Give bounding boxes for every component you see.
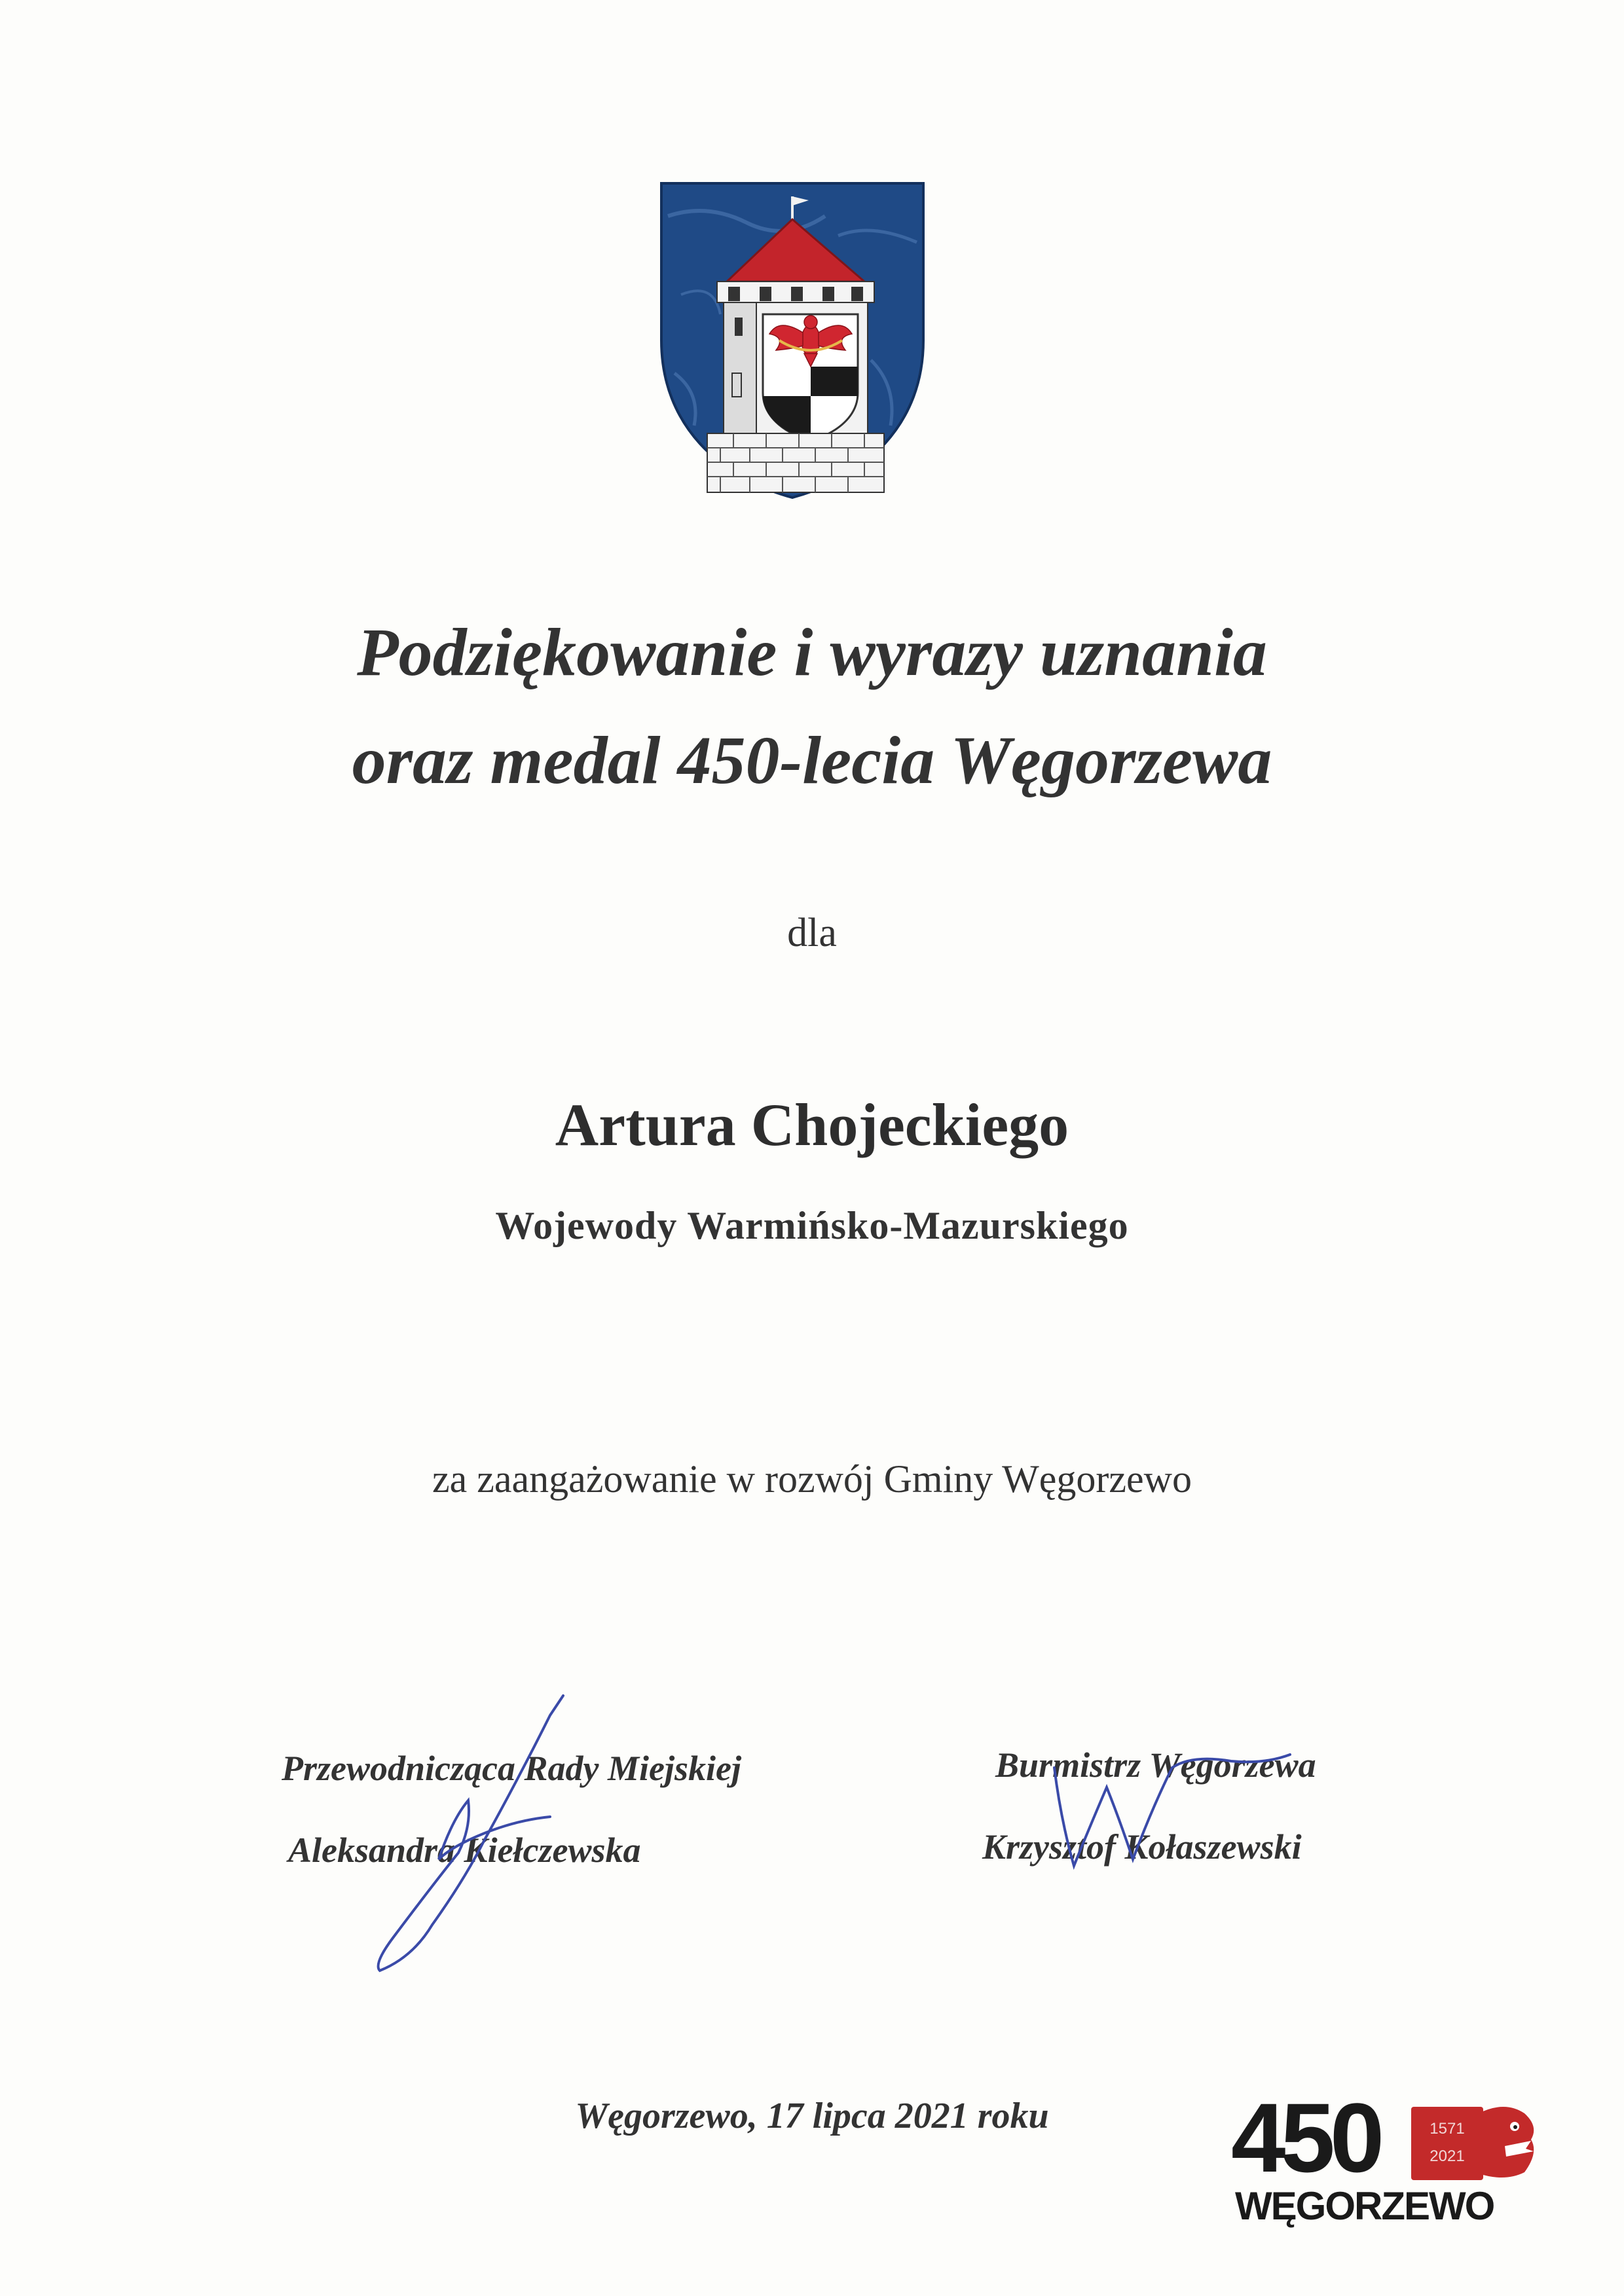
- right-signatory-name: Krzysztof Kołaszewski: [982, 1827, 1302, 1867]
- logo-town-name: WĘGORZEWO: [1235, 2184, 1494, 2228]
- left-signatory-title: Przewodnicząca Rady Miejskiej: [282, 1749, 741, 1788]
- certificate-title-line-2: oraz medal 450-lecia Węgorzewa: [352, 723, 1272, 798]
- recipient-role: Wojewody Warmińsko-Mazurskiego: [495, 1204, 1129, 1247]
- date-and-place: Węgorzewo, 17 lipca 2021 roku: [575, 2096, 1049, 2136]
- for-label: dla: [787, 911, 837, 955]
- logo-year-end: 2021: [1430, 2147, 1465, 2165]
- recipient-name: Artura Chojeckiego: [555, 1091, 1069, 1158]
- logo-year-badge: [1411, 2107, 1483, 2180]
- eel-head-icon: [1479, 2100, 1539, 2185]
- certificate-title-line-1: Podziękowanie i wyrazy uznania: [357, 615, 1267, 690]
- logo-year-start: 1571: [1430, 2120, 1465, 2138]
- left-signatory-name: Aleksandra Kiełczewska: [288, 1831, 641, 1870]
- logo-number: 450: [1231, 2083, 1380, 2193]
- right-signatory-title: Burmistrz Węgorzewa: [995, 1745, 1316, 1785]
- coat-of-arms-emblem: [655, 177, 930, 504]
- award-reason: za zaangażowanie w rozwój Gminy Węgorzewo: [432, 1457, 1192, 1501]
- anniversary-450-logo: [1231, 2083, 1539, 2229]
